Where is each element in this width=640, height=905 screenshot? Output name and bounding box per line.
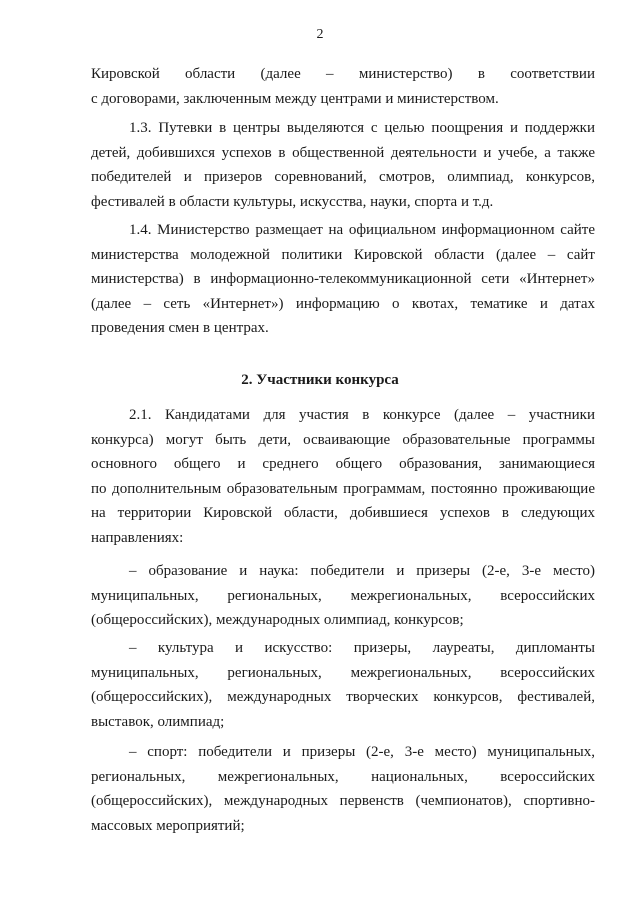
paragraph-line: – культура и искусство: призеры, лауреаты, дипломанты — [129, 640, 595, 656]
paragraph-line: с договорами, заключенным между центрами и министерством. — [91, 90, 499, 107]
bullet-culture — [91, 636, 595, 734]
paragraph-line: массовых мероприятий; — [91, 817, 245, 834]
paragraph-line: 2.1. Кандидатами для участия в конкурсе (далее – участники — [129, 407, 595, 423]
paragraph-line: выставок, олимпиад; — [91, 713, 225, 730]
paragraph-line: фестивалей в области культуры, искусства, науки, спорта и т.д. — [91, 193, 494, 210]
paragraph-line: муниципальных, региональных, межрегиональных, всероссийских — [91, 587, 595, 604]
paragraph-line: 1.4. Министерство размещает на официальном информационном сайте — [129, 222, 595, 238]
paragraph-line: министерства) в информационно-телекоммуникационной сети «Интернет» — [91, 271, 595, 288]
paragraph-line: (общероссийских), международных первенств (чемпионатов), спортивно- — [91, 793, 595, 810]
paragraph-line: муниципальных, региональных, межрегиональных, всероссийских — [91, 664, 595, 681]
paragraph-line: основного общего и среднего общего образования, занимающиеся — [91, 456, 595, 473]
paragraph-line: конкурса) могут быть дети, осваивающие образовательные программы — [91, 431, 595, 448]
paragraph-line: направлениях: — [91, 529, 184, 546]
paragraph-line: по дополнительным образовательным программам, постоянно проживающие — [91, 480, 595, 497]
paragraph-line: Кировской области (далее – министерство) в соответствии — [91, 66, 595, 82]
paragraph-line: победителей и призеров соревнований, смотров, олимпиад, конкурсов, — [91, 169, 595, 186]
paragraph-line: министерства молодежной политики Кировской области (далее – сайт — [91, 246, 595, 263]
paragraph-line: – образование и наука: победители и призеры (2-е, 3-е место) — [129, 563, 595, 579]
paragraph-line: – спорт: победители и призеры (2-е, 3-е место) муниципальных, — [129, 744, 595, 760]
paragraph-line: (общероссийских), международных олимпиад, конкурсов; — [91, 612, 464, 629]
paragraph-line: на территории Кировской области, добившиеся успехов в следующих — [91, 505, 595, 522]
page-number: 2 — [316, 27, 324, 42]
section-heading: 2. Участники конкурса — [241, 372, 399, 388]
paragraph-line: региональных, межрегиональных, национальных, всероссийских — [91, 768, 595, 785]
paragraph-line: (далее – сеть «Интернет») информацию о квотах, тематике и датах — [91, 295, 595, 312]
paragraph-line: (общероссийских), международных творческих конкурсов, фестивалей, — [91, 689, 595, 706]
bullet-education — [91, 559, 595, 633]
paragraph-line: проведения смен в центрах. — [91, 320, 269, 337]
paragraph-line: 1.3. Путевки в центры выделяются с целью поощрения и поддержки — [129, 120, 595, 136]
paragraph-1-4 — [91, 218, 595, 341]
bullet-sport — [91, 740, 595, 838]
paragraph-2-1 — [91, 403, 595, 551]
intro-paragraph — [91, 62, 595, 111]
paragraph-1-3 — [91, 116, 595, 214]
paragraph-line: детей, добившихся успехов в общественной деятельности и учебе, а также — [91, 144, 595, 161]
